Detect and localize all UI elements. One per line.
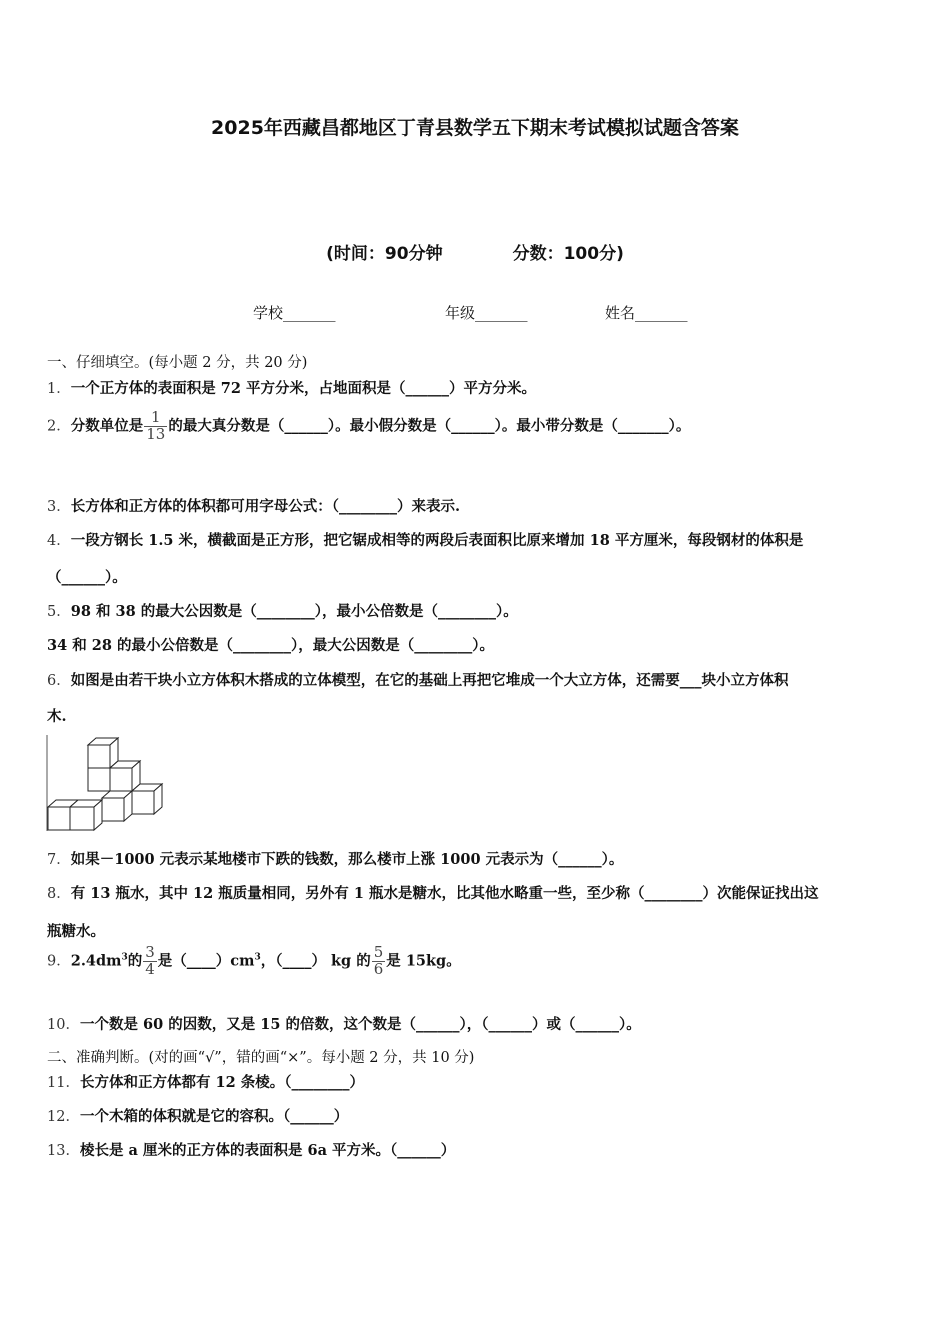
question-3 (47, 495, 460, 516)
question-number: 6． (47, 673, 71, 689)
name-field: 姓名_______ (605, 304, 688, 322)
fraction-numerator: 1 (151, 408, 161, 426)
cube-top (88, 738, 118, 768)
question-text: 长方体和正方体都有 12 条棱。（________） (79, 1074, 364, 1091)
question-text: 棱长是 a 厘米的正方体的表面积是 6a 平方米。（______） (79, 1142, 456, 1159)
question-text: 一个正方体的表面积是 72 平方分米，占地面积是（______）平方分米。 (70, 380, 537, 397)
fraction-denominator: 4 (145, 959, 155, 978)
question-9 (47, 945, 461, 978)
document-title: 2025年西藏昌都地区丁青县数学五下期末考试模拟试题含答案 (211, 117, 739, 139)
question-text: 一个木箱的体积就是它的容积。（______） (79, 1108, 349, 1125)
exam-meta (0, 239, 950, 264)
question-5-part-2: 34 和 28 的最小公倍数是（________），最大公因数是（________）。 (47, 637, 494, 654)
question-text: 分数单位是 (70, 417, 144, 435)
fraction (144, 410, 167, 443)
cube-middle-right (110, 761, 140, 791)
question-11 (47, 1071, 364, 1092)
cube-bottom-left (48, 800, 102, 830)
question-4 (47, 529, 803, 550)
question-4-continued: （______）。 (47, 569, 127, 586)
exam-time: (时间：90分钟 (326, 244, 443, 264)
question-text: 如果－1000 元表示某地楼市下跌的钱数，那么楼市上涨 1000 元表示为（______）。 (70, 851, 624, 868)
question-number: 12． (47, 1109, 80, 1125)
question-12 (47, 1105, 348, 1126)
question-number: 13． (47, 1143, 80, 1159)
question-number: 11． (47, 1075, 80, 1091)
question-number: 3． (47, 499, 71, 515)
superscript: 3 (121, 952, 128, 963)
cube-bottom-right-back (132, 784, 162, 814)
question-text: 的最大真分数是（______）。最小假分数是（______）。最小带分数是（_______）。 (168, 417, 691, 435)
section-1-heading: 一、仔细填空。(每小题 2 分，共 20 分) (47, 355, 308, 371)
section-2-heading: 二、准确判断。(对的画“√”，错的画“×”。每小题 2 分，共 10 分) (47, 1050, 475, 1066)
question-text: 2.4dm (70, 952, 122, 970)
question-text: 一段方钢长 1.5 米，横截面是正方形，把它锯成相等的两段后表面积比原来增加 18 平方厘米，每段钢材的体积是 (70, 532, 804, 549)
question-2 (47, 410, 690, 443)
question-number: 4． (47, 533, 71, 549)
question-number: 1． (47, 381, 71, 397)
question-1 (47, 377, 536, 398)
question-text: 长方体和正方体的体积都可用字母公式：（________）来表示. (70, 498, 461, 515)
question-number: 7． (47, 852, 71, 868)
fraction-denominator: 6 (373, 959, 384, 978)
question-number: 9． (47, 953, 71, 970)
fraction (372, 945, 386, 978)
exam-score: 分数：100分) (512, 244, 624, 264)
fraction-numerator: 5 (373, 943, 384, 961)
question-text: 一个数是 60 的因数，又是 15 的倍数，这个数是（______），（______）或（______）。 (79, 1016, 641, 1033)
fraction-denominator: 13 (146, 424, 166, 443)
fraction (143, 945, 157, 978)
question-13 (47, 1139, 455, 1160)
question-6-continued: 木. (47, 708, 67, 725)
question-text: 的 (127, 952, 143, 970)
question-6 (47, 669, 788, 690)
question-10 (47, 1013, 641, 1034)
grade-field: 年级_______ (445, 304, 528, 322)
question-text: 是（____）cm (157, 952, 255, 970)
question-number: 2． (47, 418, 71, 435)
question-text: 有 13 瓶水，其中 12 瓶质量相同，另外有 1 瓶水是糖水，比其他水略重一些，至少称（________）次能保证找出这 (70, 885, 819, 902)
question-text: 如图是由若干块小立方体积木搭成的立体模型，在它的基础上再把它堆成一个大立方体，还需要___块小立方体积 (70, 672, 789, 689)
question-text: 98 和 38 的最大公因数是（________），最小公倍数是（________）。 (70, 603, 518, 620)
superscript: 3 (254, 952, 261, 963)
question-8 (47, 882, 818, 903)
question-text: ，（____） kg 的 (260, 952, 371, 970)
question-text: 是 15kg。 (386, 952, 461, 970)
question-8-continued: 瓶糖水。 (47, 923, 105, 940)
cube-stack-figure (46, 735, 168, 833)
cube-bottom-middle (102, 791, 132, 821)
fraction-numerator: 3 (145, 943, 155, 961)
question-number: 8． (47, 886, 71, 902)
question-7 (47, 848, 623, 869)
question-number: 5． (47, 604, 71, 620)
question-5 (47, 600, 518, 621)
school-field: 学校_______ (253, 304, 336, 322)
question-number: 10． (47, 1017, 80, 1033)
